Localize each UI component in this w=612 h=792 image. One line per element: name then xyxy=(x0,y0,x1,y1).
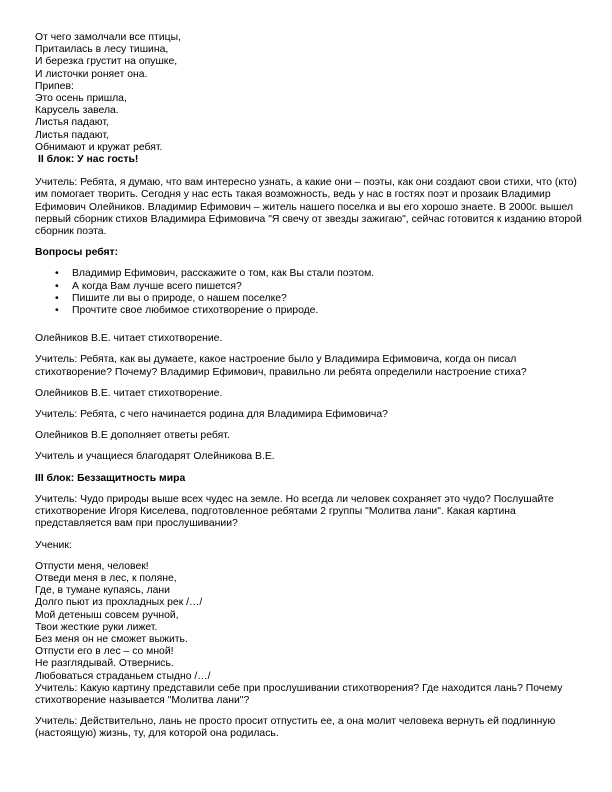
paragraph-line: первый сборник стихов Владимира Ефимовича "Я свечу от звезды зажигаю", сейчас готовится к изданию второй xyxy=(35,213,582,225)
paragraph-line: сборник поэта. xyxy=(35,226,107,238)
paragraph-line: Учитель: Какую картину представили себе при прослушивании стихотворения? Где находится лань? Почему xyxy=(35,682,563,694)
bullet-icon: • xyxy=(55,280,59,292)
list-item xyxy=(55,268,580,280)
poem-line: Отведи меня в лес, к поляне, xyxy=(35,572,177,584)
poem-line: Твои жесткие руки лижет. xyxy=(35,621,158,633)
paragraph-line: Учитель: Чудо природы выше всех чудес на земле. Но всегда ли человек сохраняет это чудо? Послушайте xyxy=(35,493,554,505)
reads-poem-note: Олейников В.Е. читает стихотворение. xyxy=(35,333,223,345)
poem-line: Листья падают, xyxy=(35,117,109,129)
paragraph-line: стихотворение называется "Молитва лани"? xyxy=(35,694,250,706)
paragraph-line: стихотворение Игоря Киселева, подготовленное ребятами 2 группы "Молитва лани". Какая картина xyxy=(35,506,516,518)
teacher-block3-paragraph xyxy=(35,494,580,531)
paragraph-line: (настоящую) жизнь, ту, для которой она родилась. xyxy=(35,728,279,740)
poem-line: Припев: xyxy=(35,80,74,92)
paragraph-line: представляется вам при прослушивании? xyxy=(35,518,238,530)
paragraph-line: Ефимович Олейников. Владимир Ефимович – житель нашего поселка и вы его хорошо знаете. В 2000г. вышел xyxy=(35,201,574,213)
poem-line: От чего замолчали все птицы, xyxy=(35,32,181,43)
paragraph-line: стихотворение? Почему? Владимир Ефимович, правильно ли ребята определили настроение стиха? xyxy=(35,366,527,378)
bullet-icon: • xyxy=(55,305,59,317)
poem-line: Обнимают и кружат ребят. xyxy=(35,141,163,153)
question-text: А когда Вам лучше всего пишется? xyxy=(72,280,242,292)
question-text: Владимир Ефимович, расскажите о том, как Вы стали поэтом. xyxy=(72,268,375,280)
paragraph-line: Учитель: Ребята, я думаю, что вам интересно узнать, а какие они – поэты, как они создают свои стихи, что (кто) xyxy=(35,177,577,189)
list-item xyxy=(55,281,580,293)
student-label: Ученик: xyxy=(35,539,72,551)
poem-line: Любоваться страданьем стыдно /…/ xyxy=(35,670,211,682)
questions-heading: Вопросы ребят: xyxy=(35,247,119,259)
teacher-picture-paragraph xyxy=(35,683,580,707)
poem-line: Не разглядывай. Отвернись. xyxy=(35,658,174,670)
question-text: Пишите ли вы о природе, о нашем поселке? xyxy=(72,292,287,304)
block3-heading: III блок: Беззащитность мира xyxy=(35,472,186,484)
teacher-intro-paragraph xyxy=(35,177,580,238)
poem-line: И березка грустит на опушке, xyxy=(35,56,178,68)
poem-line: Отпусти меня, человек! xyxy=(35,560,149,572)
poem-line: Листья падают, xyxy=(35,129,109,141)
paragraph-line: им помогает творить. Сегодня у нас есть такая возможность, ведь у нас в гостях поэт и прозаик Владимир xyxy=(35,189,551,201)
poem-line: Где, в тумане купаясь, лани xyxy=(35,585,170,597)
poem-line: Без меня он не сможет выжить. xyxy=(35,633,188,645)
thanks-note: Учитель и учащиеся благодарят Олейникова В.Е. xyxy=(35,451,275,463)
poem-line: Отпусти его в лес – со мной! xyxy=(35,646,174,658)
questions-list xyxy=(35,268,580,317)
bullet-icon: • xyxy=(55,292,59,304)
bullet-icon: • xyxy=(55,268,59,280)
poem-line: Долго пьют из прохладных рек /…/ xyxy=(35,597,203,609)
reads-poem-note: Олейников В.Е. читает стихотворение. xyxy=(35,387,223,399)
poem-prayer-of-doe xyxy=(35,561,580,683)
poem-line: Притаилась в лесу тишина, xyxy=(35,44,169,56)
paragraph-line: Учитель: Ребята, как вы думаете, какое настроение было у Владимира Ефимовича, когда он писал xyxy=(35,354,517,366)
teacher-homeland-question: Учитель: Ребята, с чего начинается родина для Владимира Ефимовича? xyxy=(35,409,388,421)
list-item xyxy=(55,305,580,317)
supplements-note: Олейников В.Е дополняет ответы ребят. xyxy=(35,430,230,442)
question-text: Прочтите свое любимое стихотворение о природе. xyxy=(72,305,319,317)
teacher-mood-paragraph xyxy=(35,354,580,378)
teacher-final-paragraph xyxy=(35,716,580,740)
poem-line: Это осень пришла, xyxy=(35,93,127,105)
poem-autumn xyxy=(35,32,580,154)
poem-line: Мой детеныш совсем ручной, xyxy=(35,609,179,621)
list-item xyxy=(55,293,580,305)
block2-heading: II блок: У нас гость! xyxy=(38,154,139,166)
poem-line: Карусель завела. xyxy=(35,105,119,117)
poem-line: И листочки роняет она. xyxy=(35,68,148,80)
paragraph-line: Учитель: Действительно, лань не просто просит отпустить ее, а она молит человека вернуть ей подлинную xyxy=(35,716,556,728)
document-page xyxy=(35,32,580,741)
